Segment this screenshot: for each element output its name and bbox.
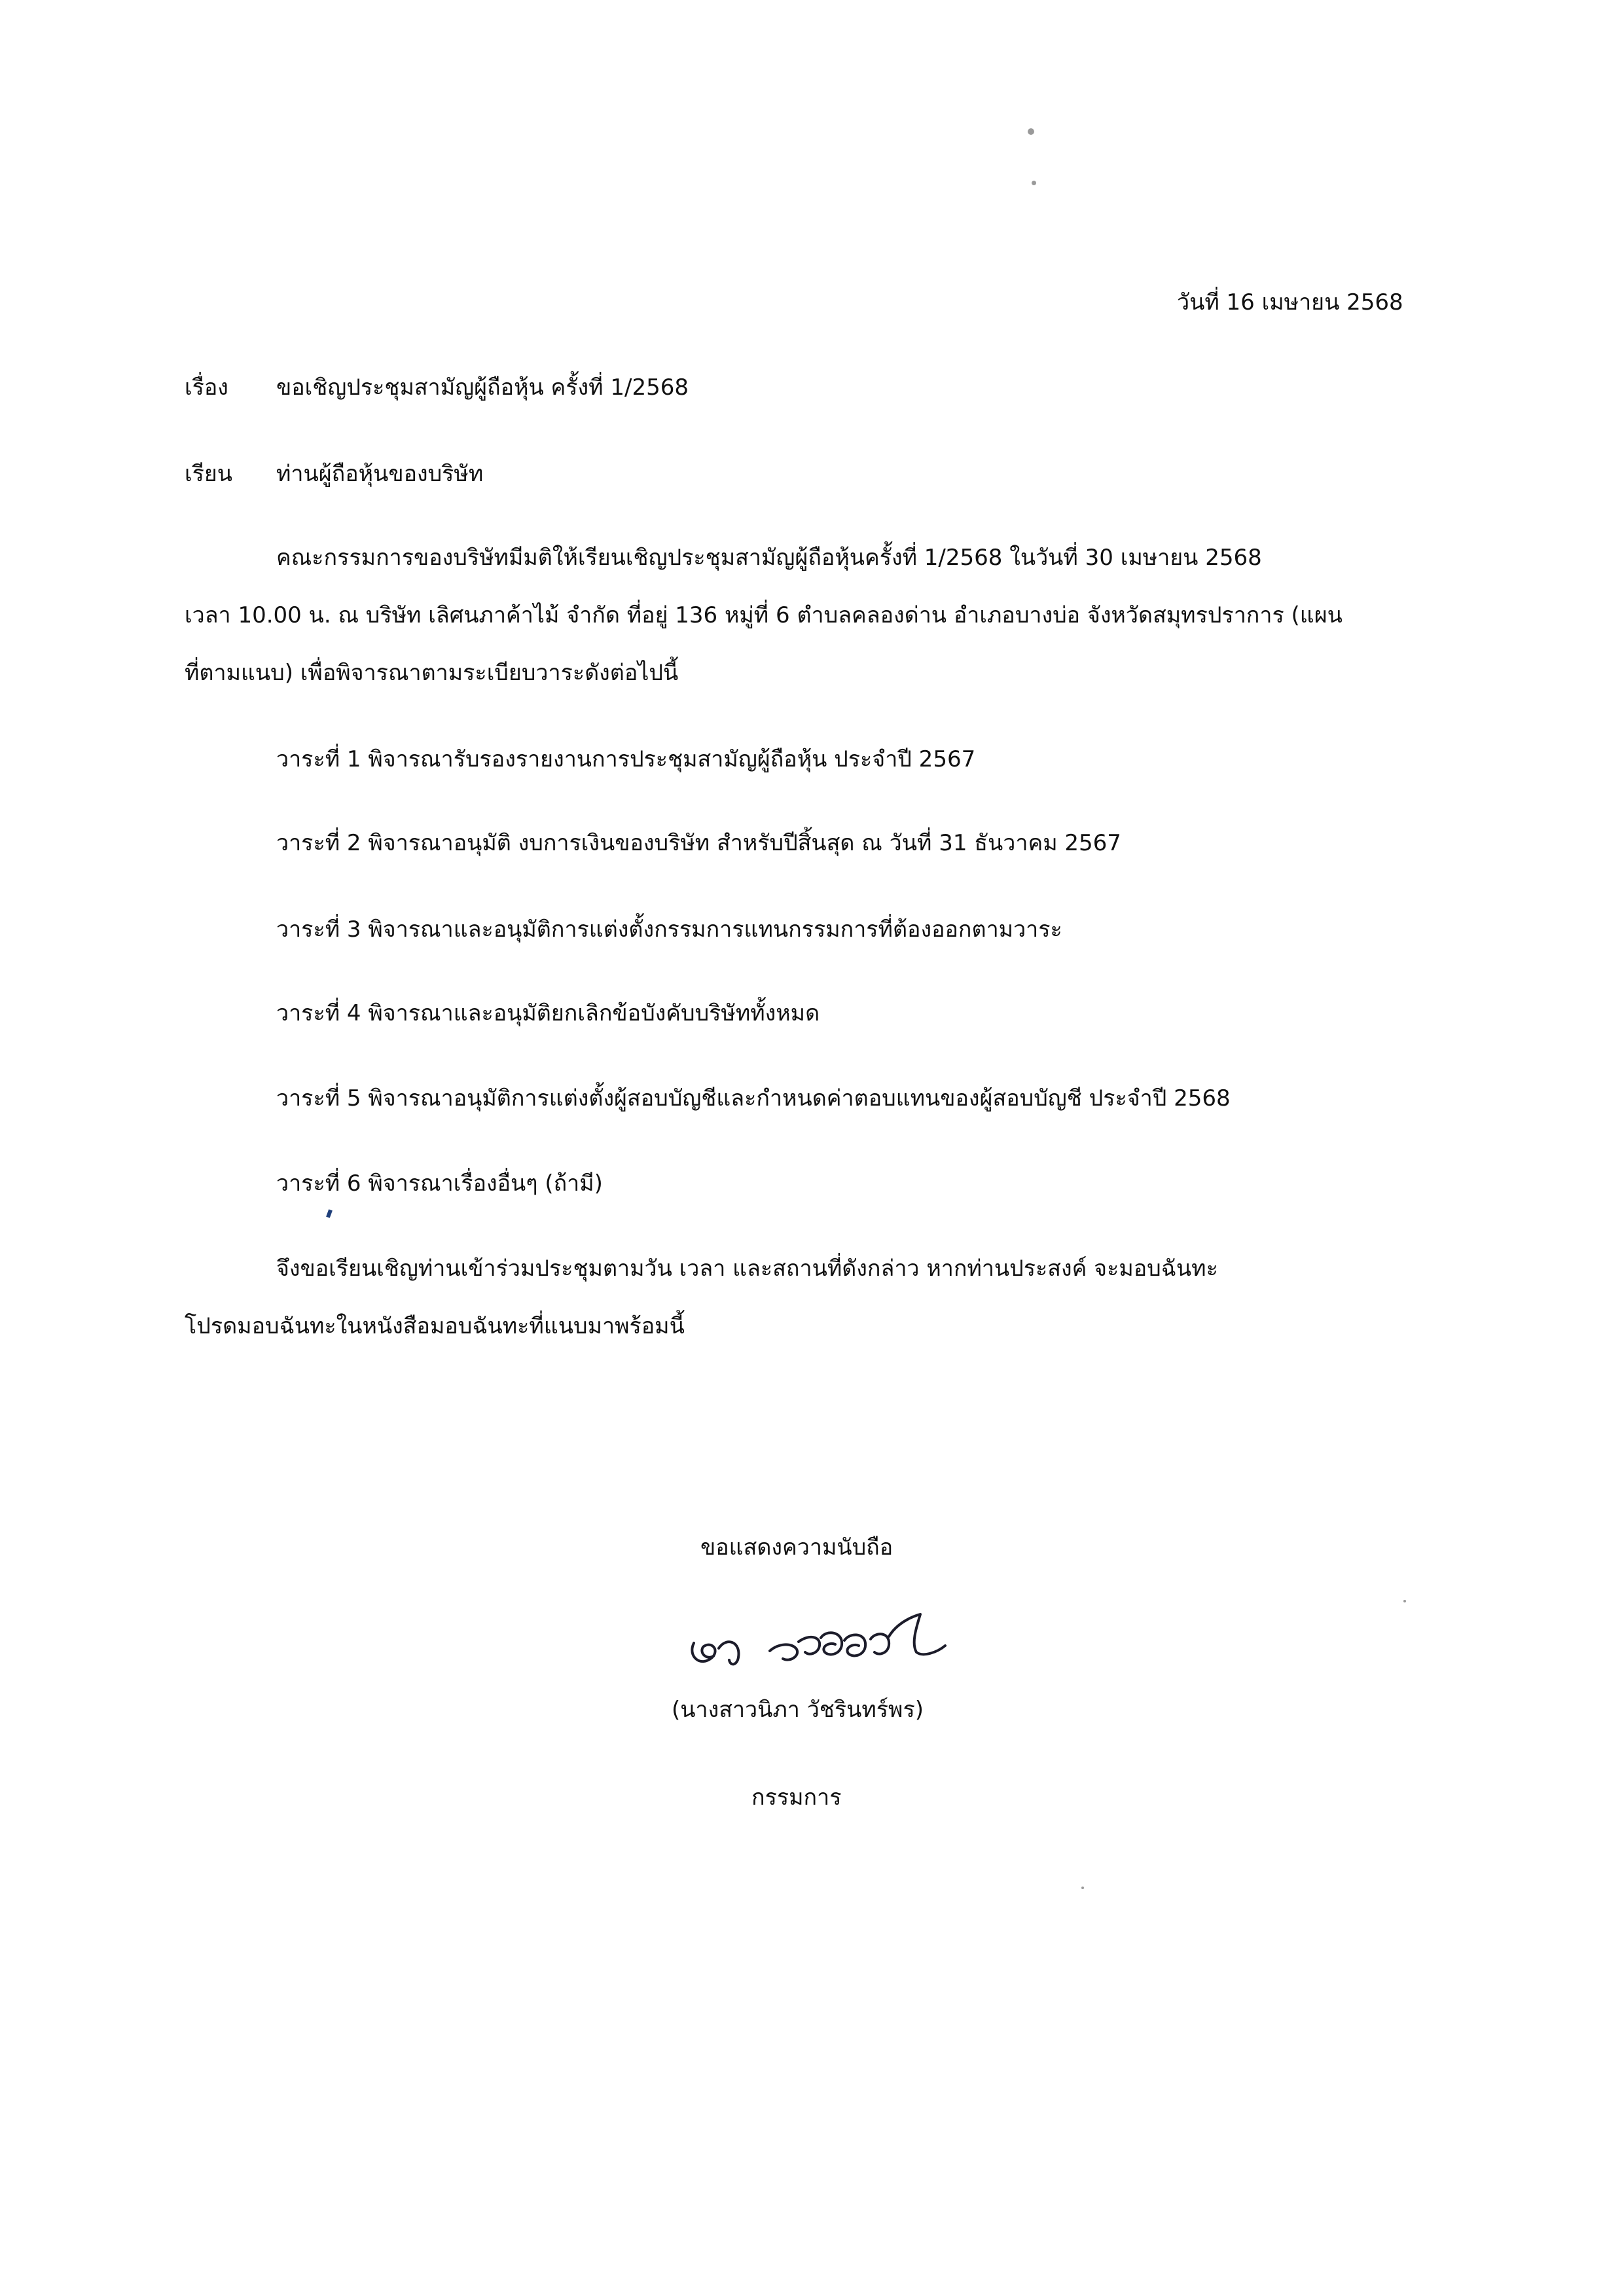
scan-speck bbox=[1403, 1600, 1406, 1602]
letter-date: วันที่ 16 เมษายน 2568 bbox=[1177, 289, 1403, 316]
agenda-item-2: วาระที่ 2 พิจารณาอนุมัติ งบการเงินของบริษัท สำหรับปีสิ้นสุด ณ วันที่ 31 ธันวาคม 2567 bbox=[276, 830, 1121, 856]
scan-speck bbox=[1081, 1887, 1084, 1889]
agenda-item-5: วาระที่ 5 พิจารณาอนุมัติการแต่งตั้งผู้สอบบัญชีและกำหนดค่าตอบแทนของผู้สอบบัญชี ประจำปี 2568 bbox=[276, 1085, 1231, 1111]
invitation-line: โปรดมอบฉันทะในหนังสือมอบฉันทะที่แนบมาพร้อมนี้ bbox=[185, 1313, 685, 1339]
agenda-item-3: วาระที่ 3 พิจารณาและอนุมัติการแต่งตั้งกรรมการแทนกรรมการที่ต้องออกตามวาระ bbox=[276, 916, 1062, 943]
agenda-item-4: วาระที่ 4 พิจารณาและอนุมัติยกเลิกข้อบังคับบริษัททั้งหมด bbox=[276, 1000, 820, 1026]
body-paragraph-line: คณะกรรมการของบริษัทมีมติให้เรียนเชิญประชุมสามัญผู้ถือหุ้นครั้งที่ 1/2568 ในวันที่ 30 เมษายน 2568 bbox=[276, 545, 1262, 571]
recipient-label: เรียน bbox=[185, 461, 233, 487]
agenda-item-1: วาระที่ 1 พิจารณารับรองรายงานการประชุมสามัญผู้ถือหุ้น ประจำปี 2567 bbox=[276, 746, 976, 772]
body-paragraph-line: ที่ตามแนบ) เพื่อพิจารณาตามระเบียบวาระดังต่อไปนี้ bbox=[185, 660, 679, 686]
subject-text: ขอเชิญประชุมสามัญผู้ถือหุ้น ครั้งที่ 1/2568 bbox=[276, 374, 689, 401]
subject-label: เรื่อง bbox=[185, 374, 228, 401]
agenda-item-6: วาระที่ 6 พิจารณาเรื่องอื่นๆ (ถ้ามี) bbox=[276, 1170, 603, 1197]
recipient-text: ท่านผู้ถือหุ้นของบริษัท bbox=[276, 461, 484, 487]
handwritten-signature bbox=[681, 1597, 969, 1689]
signatory-name: (นางสาวนิภา วัชรินทร์พร) bbox=[672, 1697, 924, 1723]
pen-mark bbox=[326, 1209, 333, 1218]
signatory-position: กรรมการ bbox=[751, 1784, 842, 1811]
invitation-line: จึงขอเรียนเชิญท่านเข้าร่วมประชุมตามวัน เวลา และสถานที่ดังกล่าว หากท่านประสงค์ จะมอบฉันทะ bbox=[276, 1256, 1218, 1282]
scan-speck bbox=[1028, 128, 1034, 135]
body-paragraph-line: เวลา 10.00 น. ณ บริษัท เลิศนภาค้าไม้ จำกัด ที่อยู่ 136 หมู่ที่ 6 ตำบลคลองด่าน อำเภอบางบ่อ จังหวัดสมุทรปราการ (แผน bbox=[185, 602, 1343, 628]
scan-speck bbox=[1032, 181, 1036, 185]
closing-salutation: ขอแสดงความนับถือ bbox=[700, 1534, 893, 1561]
